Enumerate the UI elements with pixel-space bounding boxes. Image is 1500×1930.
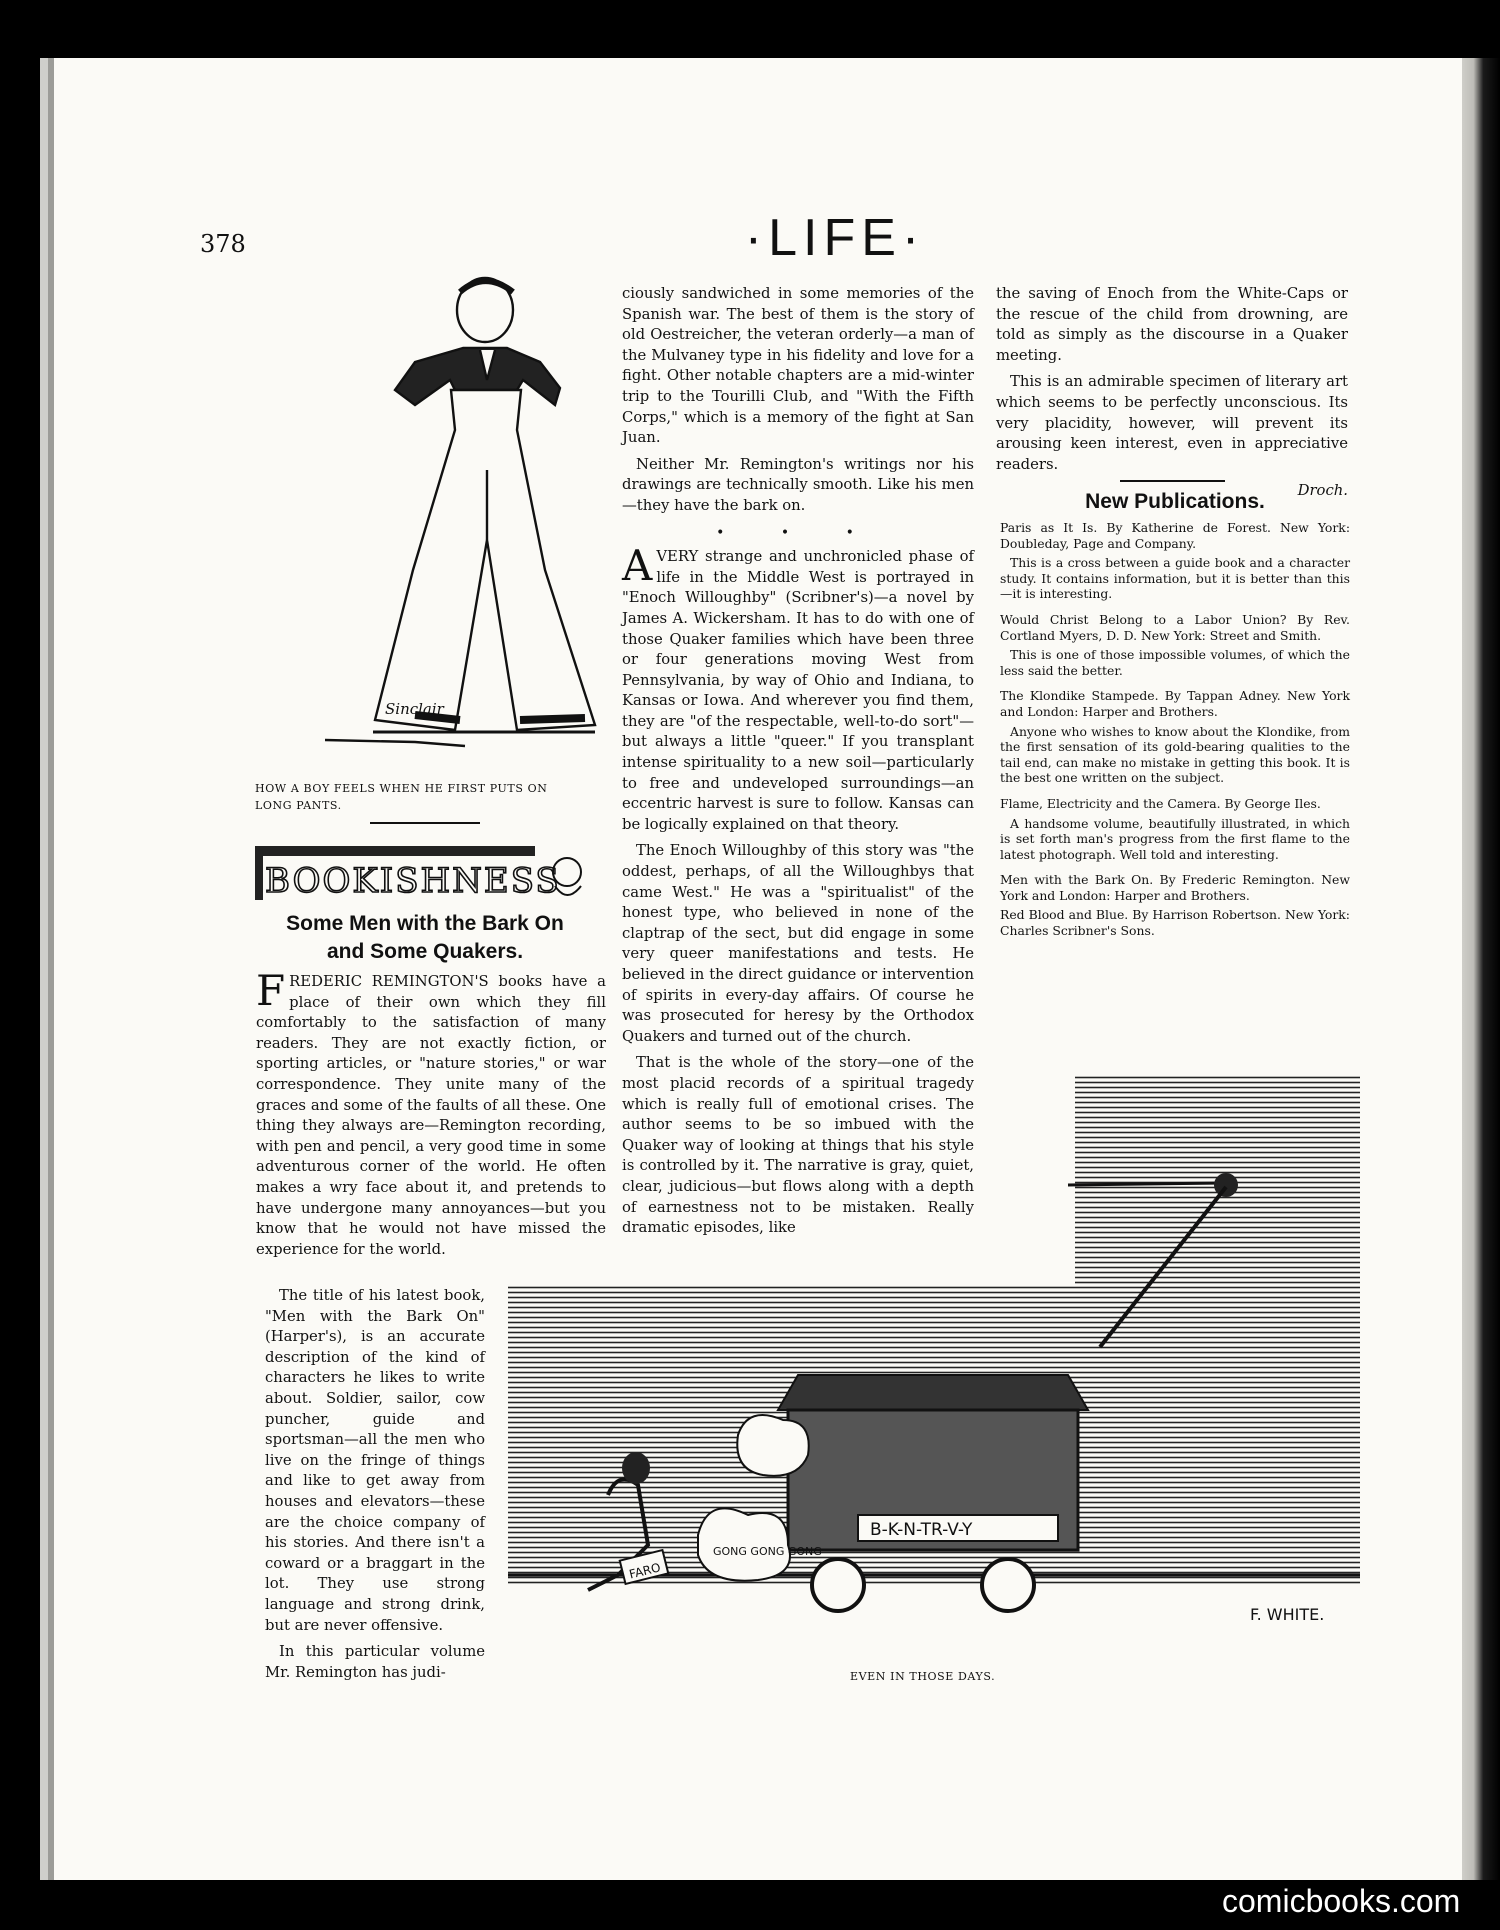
col2-paragraph-2: Neither Mr. Remington's writings nor his drawings are technically smooth. Like his men—they have the bark on. — [622, 455, 974, 514]
article-column-3 — [996, 284, 1348, 502]
col1-paragraph-2: The title of his latest book, "Men with the Bark On" (Harper's), is an accurate description of the kind of characters he likes to write about. Soldier, sailor, cow puncher, guide and sportsman—all the men who live on the fringe of things and like to get away from houses and elevators—these are the choice company of his stories. And there isn't a coward or a braggart in the lot. They use strong language and strong drink, but are never offensive. — [265, 1287, 485, 1634]
caption-divider — [370, 822, 480, 824]
publication-description: Anyone who wishes to know about the Klondike, from the first sensation of its gold-bearing qualities to the tail end, can make no mistake in getting this book. It is the best one written on the subject. — [1000, 723, 1350, 786]
col1-paragraph-3: In this particular volume Mr. Remington has judi- — [265, 1643, 485, 1681]
binding-edge-right — [1456, 58, 1500, 1880]
col2-paragraph-3 — [622, 541, 974, 835]
binding-edge-left — [40, 58, 48, 1880]
col2-paragraph-5: That is the whole of the story—one of the most placid records of a spiritual tragedy which is really full of emotional crises. The author seems to be so imbued with the Quaker way of looking at things that his style is controlled by it. The narrative is gray, quiet, clear, judicious—but flows along with a depth of earnestness not to be mistaken. Really dramatic episodes, like — [622, 1054, 974, 1237]
publication-entry: The Klondike Stampede. By Tappan Adney. New York and London: Harper and Brothers. — [1000, 688, 1350, 719]
bottom-cartoon-caption: EVEN IN THOSE DAYS. — [850, 1670, 996, 1683]
col1-p1-text: REDERIC REMINGTON'S books have a place of their own which they fill comfortably to the satisfaction of many readers. They are not exactly fiction, or sporting articles, or "nature stories," or war correspondence. They unite many of the graces and some of the faults of all these. One thing they always are—Remington recording, with pen and pencil, a very good time in some adventurous corner of the world. He often makes a wry face about it, and pretends to have undergone many annoyances—but you know that he would not have missed the experience for the world. — [256, 973, 606, 1258]
publication-description: This is one of those impossible volumes, of which the less said the better. — [1000, 647, 1350, 678]
publication-entry: Men with the Bark On. By Frederic Remington. New York and London: Harper and Brothers. — [1000, 872, 1350, 903]
publication-item — [1000, 796, 1350, 862]
publication-item — [1000, 688, 1350, 786]
gong-text: GONG GONG GONG — [713, 1545, 822, 1558]
headline-line-2: and Some Quakers. — [326, 940, 524, 963]
dropcap-a: A — [622, 541, 653, 591]
artist-signature: F. WHITE. — [1250, 1605, 1325, 1624]
cartoon-signature: Sinclair — [385, 700, 444, 718]
car-sign-text: B-K-N-TR-V-Y — [870, 1520, 973, 1540]
bag-label: FARO — [627, 1560, 662, 1582]
boy-long-pants-illustration — [255, 270, 600, 770]
publication-item — [1000, 872, 1350, 903]
publication-description: A handsome volume, beautifully illustrated, in which is set forth man's progress from the first flame to the latest photograph. Well told and interesting. — [1000, 815, 1350, 862]
caption-line-1: HOW A BOY FEELS WHEN HE FIRST PUTS ON — [255, 782, 548, 795]
new-publications-divider — [1120, 480, 1225, 482]
article-headline — [236, 910, 614, 966]
new-publications-heading: New Publications. — [1085, 490, 1265, 513]
dropcap-f: F — [256, 966, 286, 1015]
publication-item — [1000, 907, 1350, 938]
col3-paragraph-2: This is an admirable specimen of literary art which seems to be perfectly unconscious. Its very placidity, however, will prevent its arousing keen interest, even in appreciative readers. — [996, 373, 1348, 473]
publication-item — [1000, 520, 1350, 602]
publication-entry: Paris as It Is. By Katherine de Forest. New York: Doubleday, Page and Company. — [1000, 520, 1350, 551]
headline-line-1: Some Men with the Bark On — [286, 912, 564, 935]
reviewer-signature: Droch. — [1297, 482, 1348, 500]
page-number: 378 — [200, 230, 246, 258]
caption-line-2: LONG PANTS. — [255, 799, 342, 812]
publication-entry: Flame, Electricity and the Camera. By George Iles. — [1000, 795, 1321, 811]
new-publications-list — [1000, 520, 1350, 943]
col3-paragraph-1: the saving of Enoch from the White-Caps or the rescue of the child from drowning, are told as simply as the discourse in a Quaker meeting. — [996, 285, 1348, 364]
section-separator: • • • — [716, 524, 880, 541]
publication-entry: Red Blood and Blue. By Harrison Robertson. New York: Charles Scribner's Sons. — [1000, 907, 1350, 939]
article-column-1-narrow — [265, 1286, 485, 1689]
publication-item — [1000, 612, 1350, 678]
publication-entry: Would Christ Belong to a Labor Union? By Rev. Cortland Myers, D. D. New York: Street and Smith. — [1000, 611, 1350, 643]
watermark: comicbooks.com — [1222, 1883, 1461, 1919]
logo-lettering: BOOKISHNESS — [265, 861, 561, 901]
publication-description: This is a cross between a guide book and a character study. It contains information, but it is better than this—it is interesting. — [1000, 555, 1350, 602]
col2-paragraph-1: ciously sandwiched in some memories of the Spanish war. The best of them is the story of old Oestreicher, the veteran orderly—a man of the Mulvaney type in his fidelity and love for a fight. Other notable chapters are a mid-winter trip to the Tourilli Club, and "With the Fifth Corps," which is a memory of the fight at San Juan. — [622, 285, 974, 447]
bookishness-logo — [255, 846, 600, 908]
masthead-life: ·LIFE· — [744, 209, 926, 267]
col2-paragraph-4: The Enoch Willoughby of this story was "the oddest, perhaps, of all the Willoughbys that came West." He was a "spiritualist" of the honest type, who believed in none of the claptrap of the sect, but did engage in some very queer manifestations and tests. He believed in the direct guidance or intervention of spirits in every-day affairs. Of course he was prosecuted for heresy by the Orthodox Quakers and turned out of the church. — [622, 842, 974, 1045]
trolley-car-illustration — [508, 1075, 1360, 1635]
left-cartoon-caption — [255, 780, 600, 814]
col2-p3-text: VERY strange and unchronicled phase of life in the Middle West is portrayed in "Enoch Willoughby" (Scribner's)—a novel by James A. Wickersham. It has to do with one of those Quaker families which have been three or four generations moving West from Pennsylvania, by way of Ohio and Indiana, to Kansas or Iowa. And wherever you find them, they are "of the respectable, well-to-do sort"—but always a little "queer." If you transplant intense spirituality to a new soil—particularly to free and undeveloped surroundings—an eccentric harvest is sure to follow. Kansas can be logically explained on that theory. — [622, 548, 974, 833]
